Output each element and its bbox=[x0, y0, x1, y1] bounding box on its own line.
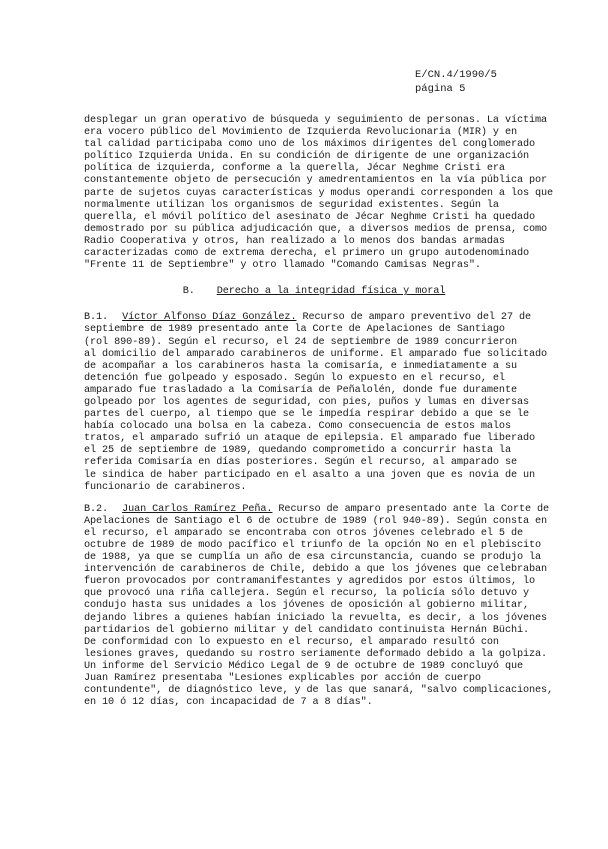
document-header bbox=[415, 68, 595, 96]
case1-line: había colocado una bolsa en la cabeza. Como consecuencia de estos malos bbox=[84, 421, 511, 433]
intro-line: caracterizadas como de extrema derecha, el primero un grupo autodenominado bbox=[84, 248, 529, 260]
intro-line: era vocero público del Movimiento de Izquierda Revolucionaria (MIR) y en bbox=[84, 127, 517, 139]
intro-line: tal calidad participaba como uno de los máximos dirigentes del conglomerado bbox=[84, 139, 536, 151]
case2-line: contundente", de diagnóstico leve, y de las que sanará, "salvo complicaciones, bbox=[84, 685, 554, 697]
intro-line: demostrado por su pública adjudicación que, a diversos medios de prensa, como bbox=[84, 223, 548, 235]
intro-line: desplegar un gran operativo de búsqueda y seguimiento de personas. La víctima bbox=[84, 115, 548, 126]
case2-line: de 1988, ya que se cumplía un año de esa circunstancia, cuando se produjo la bbox=[84, 552, 542, 564]
case2-line: Apelaciones de Santiago el 6 de octubre de 1989 (rol 940-89). Según consta en bbox=[84, 515, 548, 527]
case1-line: funcionario de carabineros. bbox=[84, 481, 247, 493]
case-b1-paragraph bbox=[84, 312, 554, 493]
case2-line: Un informe del Servicio Médico Legal de 9 de octubre de 1989 concluyó que bbox=[84, 660, 523, 672]
case-b2-paragraph bbox=[84, 504, 554, 710]
case-b1-body bbox=[84, 324, 554, 493]
case-b1-number: B.1. bbox=[84, 312, 109, 324]
case2-line: partidarios del gobierno militar y del candidato continuista Hernán Büchi. bbox=[84, 624, 529, 636]
case1-line: al domicilio del amparado carabineros de uniforme. El amparado fue solicitado bbox=[84, 348, 548, 360]
case-b2-first-line bbox=[84, 504, 554, 516]
case1-line: detención fue golpeado y esposado. Según lo expuesto en el recurso, el bbox=[84, 372, 505, 384]
intro-line: querella, el móvil político del asesinato de Jécar Neghme Cristi ha quedado bbox=[84, 211, 536, 223]
document-body bbox=[84, 115, 554, 709]
case1-line: el 25 de septiembre de 1989, quedando comprometido a concurrir hasta la bbox=[84, 445, 511, 457]
intro-paragraph bbox=[84, 115, 554, 272]
case2-line: lesiones graves, quedando su rostro seriamente deformado debido a la golpiza. bbox=[84, 648, 548, 660]
case1-line: referida Comisaría en días posteriores. Según el recurso, al amparado se bbox=[84, 457, 517, 469]
case2-line: octubre de 1989 de modo pacífico el triunfo de la opción No en el plebiscito bbox=[84, 540, 542, 551]
case1-line: le sindica de haber participado en el asalto a una joven que es novia de un bbox=[84, 469, 536, 481]
intro-line: política de izquierda, conforme a la querella, Jécar Neghme Cristi era bbox=[84, 163, 505, 175]
case1-line: partes del cuerpo, al tiempo que se le impedía respirar debido a que se le bbox=[84, 409, 529, 421]
section-heading bbox=[74, 286, 554, 298]
case1-line: septiembre de 1989 presentado ante la Corte de Apelaciones de Santiago bbox=[84, 324, 505, 336]
intro-line: "Frente 11 de Septiembre" y otro llamado "Comando Camisas Negras". bbox=[84, 260, 481, 272]
case2-line: fueron provocados por contramanifestantes y agredidos por estos últimos, lo bbox=[84, 576, 536, 588]
case2-line: condujo hasta sus unidades a los jóvenes de oposición al gobierno militar, bbox=[84, 600, 529, 612]
case-b2-name: Juan Carlos Ramírez Peña. bbox=[122, 503, 273, 515]
intro-line: normalmente utilizan los organismos de seguridad existentes. Según la bbox=[84, 199, 499, 211]
intro-line: parte de sujetos cuyas características y modus operandi corresponden a los que bbox=[84, 187, 554, 199]
case-b1-first-line-text: Recurso de amparo preventivo del 27 de bbox=[296, 312, 531, 324]
document-reference: E/CN.4/1990/5 bbox=[415, 69, 497, 81]
case2-line: el recurso, el amparado se encontraba con otros jóvenes celebrado el 5 de bbox=[84, 527, 523, 539]
page-number: página 5 bbox=[415, 83, 466, 95]
case-b1-first-line bbox=[84, 312, 554, 324]
section-number: B. bbox=[182, 286, 195, 298]
case-b2-body bbox=[84, 516, 554, 710]
case1-line: golpeado por los agentes de seguridad, con pies, puños y lumas en diversas bbox=[84, 396, 529, 408]
case2-line: en 10 ó 12 días, con incapacidad de 7 a 8 días". bbox=[84, 697, 373, 709]
case2-line: que provocó una riña callejera. Según el recurso, la policía sólo detuvo y bbox=[84, 588, 529, 600]
intro-line: constantemente objeto de persecución y amedrentamientos en la vía pública por bbox=[84, 175, 548, 187]
case1-line: amparado fue trasladado a la Comisaría de Peñalolén, donde fue duramente bbox=[84, 384, 517, 396]
case1-line: de acompañar a los carabineros hasta la comisaría, e inmediatamente a su bbox=[84, 360, 517, 372]
case1-line: tratos, el amparado sufrió un ataque de epilepsia. El amparado fue liberado bbox=[84, 433, 536, 445]
case-b2-number: B.2. bbox=[84, 503, 109, 515]
case2-line: De conformidad con lo expuesto en el recurso, el amparado resultó con bbox=[84, 636, 499, 648]
section-title: Derecho a la integridad física y moral bbox=[216, 286, 446, 298]
case-b2-first-line-text: Recurso de amparo presentado ante la Corte de bbox=[272, 503, 550, 515]
case-b1-name: Víctor Alfonso Díaz González. bbox=[122, 312, 297, 324]
intro-line: Radio Cooperativa y otros, han realizado a lo menos dos bandas armadas bbox=[84, 235, 505, 247]
case2-line: dejando libres a quienes habían iniciado la revuelta, es decir, a los jóvenes bbox=[84, 612, 548, 624]
intro-line: político Izquierda Unida. En su condición de dirigente de une organización bbox=[84, 151, 529, 163]
case2-line: Juan Ramírez presentaba "Lesiones explicables por acción de cuerpo bbox=[84, 673, 481, 685]
case2-line: intervención de carabineros de Chile, debido a que los jóvenes que celebraban bbox=[84, 564, 548, 576]
case1-line: (rol 890-89). Según el recurso, el 24 de septiembre de 1989 concurrieron bbox=[84, 336, 517, 348]
